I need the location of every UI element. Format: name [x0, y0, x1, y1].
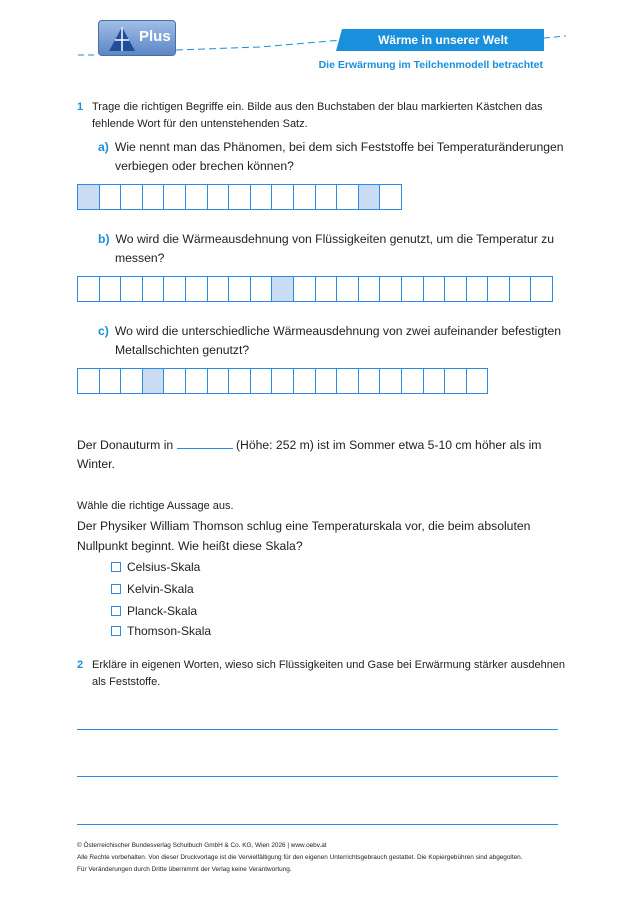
letter-box[interactable]: [228, 368, 251, 394]
letter-box[interactable]: [315, 368, 338, 394]
letter-box[interactable]: [77, 276, 100, 302]
task-1-instruction-line1: Trage die richtigen Begriffe ein. Bilde aus den Buchstaben der blau markierten Kästchen das: [92, 101, 543, 113]
answer-boxes-b: [77, 276, 552, 302]
letter-box-marked[interactable]: [358, 184, 381, 210]
letter-box[interactable]: [336, 184, 359, 210]
letter-box[interactable]: [99, 276, 122, 302]
letter-box[interactable]: [185, 184, 208, 210]
question-a-line2: verbiegen oder brechen können?: [115, 159, 294, 173]
sentence-part2: (Höhe: 252 m) ist im Sommer etwa 5-10 cm höher als im: [235, 438, 542, 452]
letter-box[interactable]: [423, 368, 446, 394]
letter-box[interactable]: [120, 368, 143, 394]
letter-box[interactable]: [250, 184, 273, 210]
option-label: Planck-Skala: [127, 604, 198, 618]
letter-box[interactable]: [444, 276, 467, 302]
question-b-line2: messen?: [115, 251, 165, 265]
donauturm-sentence-line2: Winter.: [77, 457, 115, 471]
option-planck[interactable]: [111, 604, 197, 618]
answer-line-3[interactable]: [77, 824, 558, 825]
logo-text: Plus: [139, 28, 171, 45]
question-b-text1: Wo wird die Wärmeausdehnung von Flüssigkeiten genutzt, um die Temperatur zu: [115, 232, 555, 246]
sentence-blank-field[interactable]: [177, 436, 233, 449]
footer-copyright: © Österreichischer Bundesverlag Schulbuch GmbH & Co. KG, Wien 2026 | www.oebv.at: [77, 842, 327, 849]
letter-box[interactable]: [250, 276, 273, 302]
letter-box-marked[interactable]: [142, 368, 165, 394]
choice-question-line1: Der Physiker William Thomson schlug eine Temperaturskala vor, die beim absoluten: [77, 519, 531, 533]
triangle-logo-icon: [107, 25, 137, 53]
letter-box[interactable]: [271, 184, 294, 210]
letter-box[interactable]: [99, 184, 122, 210]
task-1-number: 1: [77, 101, 84, 113]
task-2-line2: als Feststoffe.: [92, 676, 161, 688]
answer-boxes-c: [77, 368, 487, 394]
option-label: Celsius-Skala: [127, 560, 201, 574]
option-kelvin[interactable]: [111, 582, 194, 596]
task-1-instruction-line2: fehlende Wort für den untenstehenden Satz.: [92, 118, 308, 130]
letter-box[interactable]: [228, 276, 251, 302]
letter-box[interactable]: [207, 368, 230, 394]
letter-box[interactable]: [271, 368, 294, 394]
question-a-text1: Wie nennt man das Phänomen, bei dem sich Feststoffe bei Temperaturänderungen: [114, 140, 564, 154]
choice-instruction: Wähle die richtige Aussage aus.: [77, 500, 234, 512]
footer: [77, 840, 523, 876]
letter-box[interactable]: [379, 184, 402, 210]
publisher-logo: [98, 20, 176, 56]
letter-box[interactable]: [142, 276, 165, 302]
letter-box[interactable]: [336, 368, 359, 394]
letter-box[interactable]: [293, 368, 316, 394]
question-a-label: a): [98, 140, 109, 154]
letter-box[interactable]: [509, 276, 532, 302]
question-c-line2: Metallschichten genutzt?: [115, 343, 250, 357]
letter-box[interactable]: [379, 276, 402, 302]
footer-disclaimer: Für Veränderungen durch Dritte übernimmt der Verlag keine Verantwortung.: [77, 866, 292, 873]
answer-boxes-a: [77, 184, 401, 210]
letter-box[interactable]: [163, 368, 186, 394]
letter-box[interactable]: [207, 184, 230, 210]
letter-box[interactable]: [293, 184, 316, 210]
letter-box[interactable]: [185, 368, 208, 394]
answer-line-1[interactable]: [77, 729, 558, 730]
letter-box[interactable]: [120, 184, 143, 210]
option-celsius[interactable]: [111, 560, 200, 574]
letter-box[interactable]: [77, 368, 100, 394]
option-thomson[interactable]: [111, 624, 211, 638]
letter-box[interactable]: [315, 184, 338, 210]
question-b-line1: [98, 230, 554, 249]
letter-box[interactable]: [423, 276, 446, 302]
task-2-number: 2: [77, 659, 84, 671]
checkbox-icon[interactable]: [111, 562, 121, 572]
letter-box[interactable]: [336, 276, 359, 302]
letter-box[interactable]: [444, 368, 467, 394]
letter-box[interactable]: [466, 276, 489, 302]
answer-line-2[interactable]: [77, 776, 558, 777]
option-label: Thomson-Skala: [127, 624, 212, 638]
letter-box[interactable]: [315, 276, 338, 302]
letter-box[interactable]: [185, 276, 208, 302]
question-b-label: b): [98, 232, 110, 246]
worksheet-subtitle: Die Erwärmung im Teilchenmodell betrachtet: [318, 59, 543, 71]
task-2-line1: Erkläre in eigenen Worten, wieso sich Flüssigkeiten und Gase bei Erwärmung stärker ausdehnen: [92, 659, 566, 671]
question-c-label: c): [98, 324, 109, 338]
letter-box[interactable]: [120, 276, 143, 302]
checkbox-icon[interactable]: [111, 584, 121, 594]
footer-rights: Alle Rechte vorbehalten. Von dieser Druckvorlage ist die Vervielfältigung für den eigenen Unterrichtsgebrauch gestattet. Die Kopiergebühren sind abgegolten.: [77, 854, 523, 861]
letter-box[interactable]: [487, 276, 510, 302]
question-c-line1: [98, 322, 561, 341]
letter-box-marked[interactable]: [77, 184, 100, 210]
option-label: Kelvin-Skala: [127, 582, 194, 596]
letter-box[interactable]: [250, 368, 273, 394]
letter-box[interactable]: [99, 368, 122, 394]
letter-box-marked[interactable]: [271, 276, 294, 302]
letter-box[interactable]: [163, 276, 186, 302]
letter-box[interactable]: [142, 184, 165, 210]
letter-box[interactable]: [466, 368, 489, 394]
letter-box[interactable]: [228, 184, 251, 210]
worksheet-title: Wärme in unserer Welt: [342, 29, 544, 51]
question-c-text1: Wo wird die unterschiedliche Wärmeausdehnung von zwei aufeinander befestigten: [114, 324, 562, 338]
checkbox-icon[interactable]: [111, 606, 121, 616]
letter-box[interactable]: [358, 276, 381, 302]
letter-box[interactable]: [207, 276, 230, 302]
donauturm-sentence-line1: [77, 436, 541, 455]
letter-box[interactable]: [401, 276, 424, 302]
question-a-line1: [98, 138, 564, 157]
letter-box[interactable]: [163, 184, 186, 210]
checkbox-icon[interactable]: [111, 626, 121, 636]
sentence-part1: Der Donauturm in: [77, 438, 174, 452]
letter-box[interactable]: [293, 276, 316, 302]
letter-box[interactable]: [530, 276, 553, 302]
letter-box[interactable]: [379, 368, 402, 394]
letter-box[interactable]: [401, 368, 424, 394]
choice-question-line2: Nullpunkt beginnt. Wie heißt diese Skala?: [77, 539, 303, 553]
letter-box[interactable]: [358, 368, 381, 394]
